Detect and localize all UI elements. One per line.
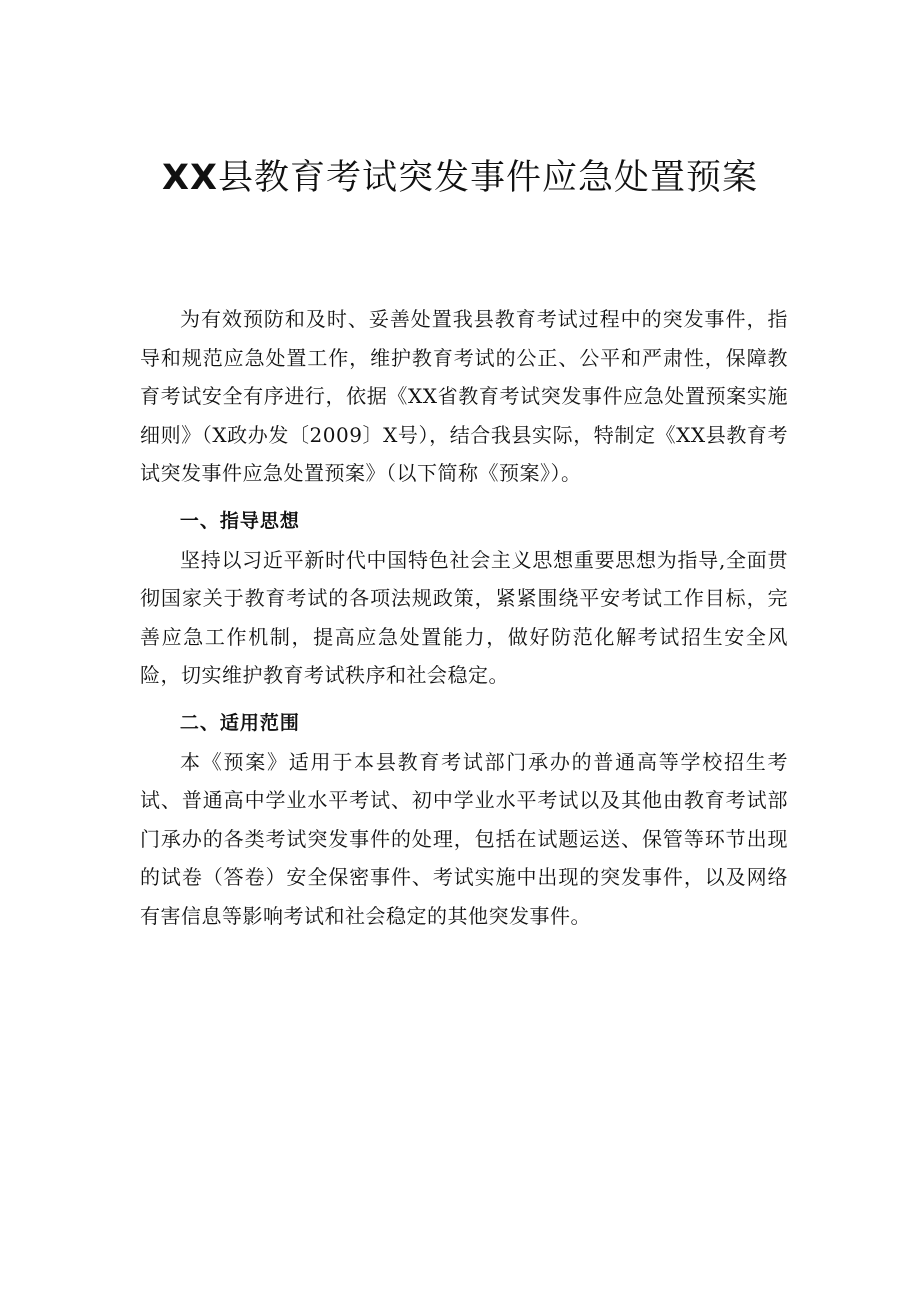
section-paragraph-guiding-ideology: 坚持以习近平新时代中国特色社会主义思想重要思想为指导,全面贯彻国家关于教育考试的各项法规政策，紧紧围绕平安考试工作目标，完善应急工作机制，提高应急处置能力，做好防范化解考试招生安全风险，切实维护教育考试秩序和社会稳定。 [140, 547, 788, 688]
document-title [0, 154, 920, 202]
title-text: 县教育考试突发事件应急处置预案 [217, 158, 758, 198]
section-heading-scope: 二、适用范围 [179, 711, 300, 734]
section-paragraph-scope: 本《预案》适用于本县教育考试部门承办的普通高等学校招生考试、普通高中学业水平考试、初中学业水平考试以及其他由教育考试部门承办的各类考试突发事件的处理，包括在试题运送、保管等环节出现的试卷（答卷）安全保密事件、考试实施中出现的突发事件，以及网络有害信息等影响考试和社会稳定的其他突发事件。 [140, 749, 788, 928]
section-heading-guiding-ideology: 一、指导思想 [179, 509, 300, 532]
document-body [140, 300, 788, 936]
title-prefix: XX [162, 158, 218, 198]
intro-paragraph: 为有效预防和及时、妥善处置我县教育考试过程中的突发事件，指导和规范应急处置工作，维护教育考试的公正、公平和严肃性，保障教育考试安全有序进行，依据《XX省教育考试突发事件应急处置预案实施细则》（X政办发〔2009〕X号），结合我县实际，特制定《XX县教育考试突发事件应急处置预案》（以下简称《预案》）。 [140, 307, 788, 486]
